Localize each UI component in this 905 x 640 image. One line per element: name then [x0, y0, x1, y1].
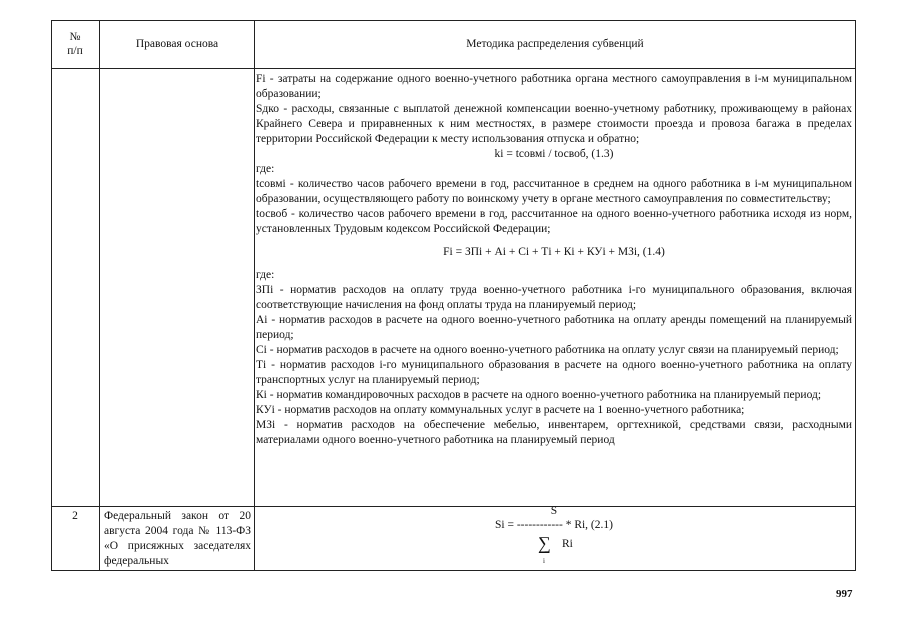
row-number-2: 2	[72, 510, 78, 522]
text-line: где:	[256, 269, 275, 281]
text-line: Sдко - расходы, связанные с выплатой денежной компенсации военно-учетному работнику, проживающему в районах Крайнего Севера и приравненных к ним местностях, в размере стоимости проезда и провоза багажа в пределах территории Российской Федерации к месту использования отпуска и обратно;	[256, 103, 852, 145]
methodology-text	[256, 72, 852, 448]
formula-numerator: S	[550, 505, 558, 517]
column-divider-2	[254, 20, 255, 571]
table-border-left	[51, 20, 52, 571]
table-border-right	[855, 20, 856, 571]
legal-basis-text: Федеральный закон от 20 августа 2004 года № 113-ФЗ «О присяжных заседателях федеральных	[104, 510, 251, 567]
text-line: КУi - норматив расходов на оплату коммунальных услуг в расчете на 1 военно-учетного работника;	[256, 404, 745, 416]
header-number: № п/п	[67, 31, 83, 57]
text-line: Fi - затраты на содержание одного военно-учетного работника органа местного самоуправления в i-м муниципальном образовании;	[256, 73, 852, 100]
sigma-symbol: ∑	[538, 533, 551, 553]
text-line: Аi - норматив расходов в расчете на одного военно-учетного работника на оплату аренды помещений на планируемый период;	[256, 314, 852, 341]
header-divider	[51, 68, 856, 69]
text-line: Кi - норматив командировочных расходов в расчете на одного военно-учетного работника на планируемый период;	[256, 389, 822, 401]
text-line: где:	[256, 163, 275, 175]
text-line: tсовмi - количество часов рабочего времени в год, рассчитанное в среднем на одного работника в i-м муниципальном образовании, осуществляющего работу по воинскому учету в органе местного самоуправления по совместительству;	[256, 178, 852, 205]
header-methodology: Методика распределения субвенций	[466, 38, 644, 50]
table-border-bottom	[51, 570, 856, 571]
text-line: Тi - норматив расходов i-го муниципального образования в расчете на одного военно-учетного работника на оплату транспортных услуг на планируемый период;	[256, 359, 852, 386]
formula-1-4: Fi = ЗПi + Аi + Сi + Тi + Кi + КУi + МЗi, (1.4)	[443, 246, 665, 258]
text-line: МЗi - норматив расходов на обеспечение мебелью, инвентарем, оргтехникой, средствами связи, расходными материалами одного военно-учетного работника на планируемый период	[256, 419, 852, 446]
text-line: ЗПi - норматив расходов на оплату труда военно-учетного работника i-го муниципального образования, включая соответствующие начисления на фонд оплаты труда на планируемый период;	[256, 284, 852, 311]
sum-index: i	[543, 557, 545, 565]
formula-denominator: Ri	[562, 538, 573, 550]
page-number: 997	[836, 588, 853, 600]
formula-line: Si = ------------ * Ri, (2.1)	[495, 519, 613, 531]
text-line: Сi - норматив расходов в расчете на одного военно-учетного работника на оплату услуг связи на планируемый период;	[256, 344, 839, 356]
header-legal-basis: Правовая основа	[135, 38, 219, 50]
document-table	[51, 20, 856, 571]
formula-1-3: ki = tсовмi / tосвоб, (1.3)	[494, 148, 614, 160]
column-divider-1	[99, 20, 100, 571]
text-line: tосвоб - количество часов рабочего времени в год, рассчитанное на одного военно-учетного работника исходя из норм, установленных Трудовым кодексом Российской Федерации;	[256, 208, 852, 235]
